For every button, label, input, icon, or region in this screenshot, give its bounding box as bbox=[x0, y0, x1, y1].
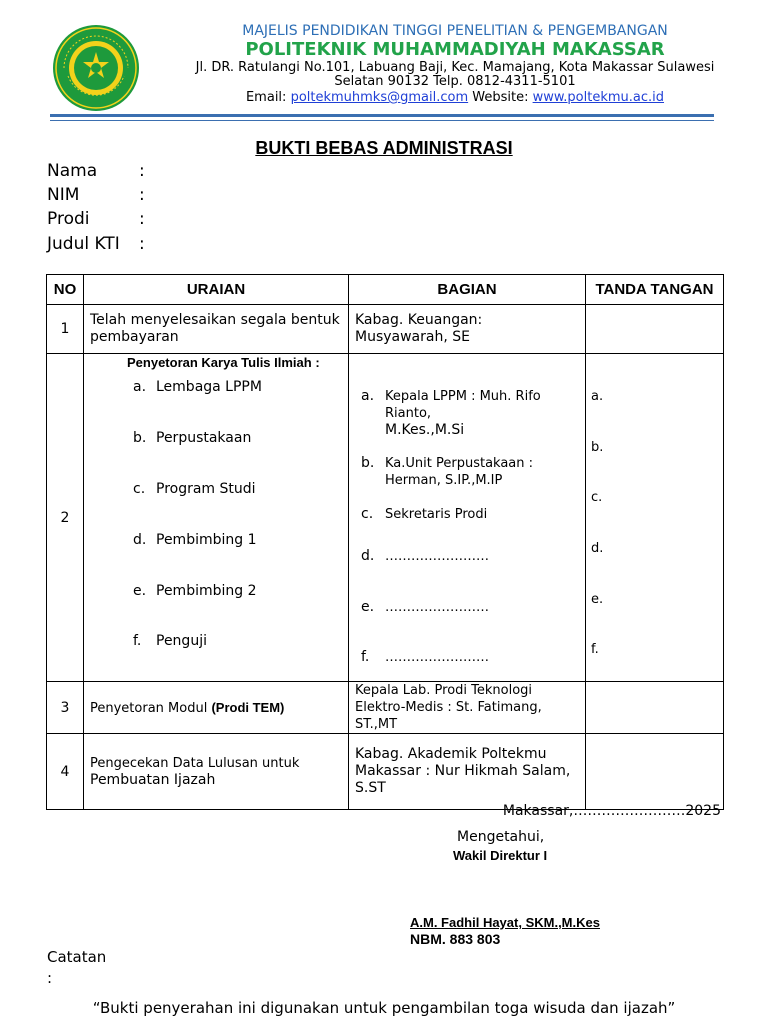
notes-label: Catatan bbox=[47, 948, 107, 966]
field-label-nama: Nama bbox=[47, 161, 98, 181]
row2-bagian-b-line1: Ka.Unit Perpustakaan : bbox=[385, 456, 534, 471]
field-colon-prodi: : bbox=[139, 209, 145, 229]
document-title: BUKTI BEBAS ADMINISTRASI bbox=[255, 138, 513, 158]
table-row bbox=[47, 305, 724, 354]
row2-bagian-marker-a: a. bbox=[361, 388, 375, 404]
row1-uraian: Telah menyelesaikan segala bentuk pembayaran bbox=[84, 305, 349, 354]
institution-logo-icon bbox=[50, 24, 142, 112]
row3-signature-cell[interactable] bbox=[586, 682, 724, 734]
row2-item-text-e: Pembimbing 2 bbox=[156, 583, 257, 599]
row2-bagian-e-line1: …………………… bbox=[385, 600, 489, 615]
header-contact bbox=[150, 90, 760, 105]
field-label-nim: NIM bbox=[47, 185, 80, 205]
row2-item-text-b: Perpustakaan bbox=[156, 430, 252, 446]
row2-bagian-a-line3: M.Kes.,M.Si bbox=[385, 422, 465, 438]
row2-item-marker-e: e. bbox=[133, 583, 147, 599]
row2-bagian-marker-f: f. bbox=[361, 649, 370, 665]
row2-item-marker-f: f. bbox=[133, 633, 142, 649]
row2-item-text-d: Pembimbing 1 bbox=[156, 532, 257, 548]
row4-bagian: Kabag. Akademik Poltekmu Makassar : Nur Hikmah Salam, S.ST bbox=[349, 734, 586, 810]
place-date: Makassar,……………………2025 bbox=[502, 803, 721, 819]
col-header-uraian: URAIAN bbox=[84, 275, 349, 305]
col-header-no: NO bbox=[47, 275, 84, 305]
acknowledged-label: Mengetahui, bbox=[457, 829, 545, 845]
email-link[interactable]: poltekmuhmks@gmail.com bbox=[290, 90, 469, 105]
field-colon-nama: : bbox=[139, 161, 145, 181]
header-council-name: MAJELIS PENDIDIKAN TINGGI PENELITIAN & PENGEMBANGAN bbox=[242, 23, 668, 39]
row2-bagian-marker-b: b. bbox=[361, 455, 375, 471]
table-header-row bbox=[47, 275, 724, 305]
row2-bagian-marker-c: c. bbox=[361, 506, 374, 522]
row2-item-marker-b: b. bbox=[133, 430, 147, 446]
signer-title: Wakil Direktur I bbox=[453, 848, 548, 863]
table-row bbox=[47, 354, 724, 682]
row2-bagian bbox=[349, 354, 586, 682]
email-label: Email: bbox=[245, 90, 291, 105]
usage-note: “Bukti penyerahan ini digunakan untuk pengambilan toga wisuda dan ijazah” bbox=[92, 999, 676, 1017]
col-header-bagian: BAGIAN bbox=[349, 275, 586, 305]
notes-colon: : bbox=[47, 969, 53, 987]
row2-bagian-marker-e: e. bbox=[361, 599, 375, 615]
row2-signature-cell[interactable] bbox=[586, 354, 724, 682]
row2-bagian-a-line2: Rianto, bbox=[385, 406, 432, 421]
row4-uraian bbox=[84, 734, 349, 810]
row4-uraian-line2: Pembuatan Ijazah bbox=[90, 771, 216, 788]
row2-item-marker-d: d. bbox=[133, 532, 147, 548]
row2-item-text-f: Penguji bbox=[156, 633, 207, 649]
table-row bbox=[47, 734, 724, 810]
website-link[interactable]: www.poltekmu.ac.id bbox=[532, 90, 665, 105]
row2-bagian-marker-d: d. bbox=[361, 548, 375, 564]
row2-item-marker-c: c. bbox=[133, 481, 146, 497]
row2-bagian-d-line1: …………………… bbox=[385, 549, 489, 564]
row2-item-marker-a: a. bbox=[133, 379, 147, 395]
row2-ttd-e: e. bbox=[591, 592, 604, 607]
row2-ttd-f: f. bbox=[591, 642, 599, 657]
row2-ttd-a: a. bbox=[591, 389, 604, 404]
row1-signature-cell[interactable] bbox=[586, 305, 724, 354]
row3-no: 3 bbox=[47, 682, 84, 734]
clearance-table bbox=[46, 274, 724, 810]
row3-uraian-text: Penyetoran Modul bbox=[90, 700, 212, 716]
field-label-judul-kti: Judul KTI bbox=[47, 234, 120, 254]
row4-no: 4 bbox=[47, 734, 84, 810]
row2-bagian-a-line1: Kepala LPPM : Muh. Rifo bbox=[385, 389, 541, 404]
field-label-prodi: Prodi bbox=[47, 209, 90, 229]
row2-bagian-c-line1: Sekretaris Prodi bbox=[385, 507, 488, 522]
row2-heading-text: Penyetoran Karya Tulis Ilmiah : bbox=[127, 355, 320, 370]
website-label: Website: bbox=[468, 90, 533, 105]
field-colon-judul-kti: : bbox=[139, 234, 145, 254]
header-address-line2: Selatan 90132 Telp. 0812-4311-5101 bbox=[334, 74, 576, 89]
row2-ttd-d: d. bbox=[591, 541, 604, 556]
header-address-line1: Jl. DR. Ratulangi No.101, Labuang Baji, Kec. Mamajang, Kota Makassar Sulawesi bbox=[195, 60, 715, 75]
row2-uraian bbox=[84, 354, 349, 682]
header-institution-name: POLITEKNIK MUHAMMADIYAH MAKASSAR bbox=[245, 39, 665, 60]
signer-name: A.M. Fadhil Hayat, SKM.,M.Kes bbox=[410, 915, 600, 930]
col-header-tanda-tangan: TANDA TANGAN bbox=[586, 275, 724, 305]
row1-bagian: Kabag. Keuangan: Musyawarah, SE bbox=[349, 305, 586, 354]
row3-bagian: Kepala Lab. Prodi Teknologi Elektro-Medis : St. Fatimang, ST.,MT bbox=[349, 682, 586, 734]
table-row bbox=[47, 682, 724, 734]
row2-item-text-c: Program Studi bbox=[156, 481, 256, 497]
row2-bagian-f-line1: …………………… bbox=[385, 650, 489, 665]
row2-bagian-b-line2: Herman, S.IP.,M.IP bbox=[385, 473, 503, 488]
row2-ttd-c: c. bbox=[591, 490, 603, 505]
row2-item-text-a: Lembaga LPPM bbox=[156, 379, 262, 395]
row4-uraian-line1: Pengecekan Data Lulusan untuk bbox=[90, 755, 300, 771]
row2-no: 2 bbox=[47, 354, 84, 682]
row2-ttd-b: b. bbox=[591, 440, 604, 455]
field-colon-nim: : bbox=[139, 185, 145, 205]
row3-uraian bbox=[84, 682, 349, 734]
row3-uraian-bold: (Prodi TEM) bbox=[211, 699, 285, 715]
signer-nbm: NBM. 883 803 bbox=[410, 931, 501, 947]
header-rule-thin bbox=[50, 120, 714, 121]
row4-signature-cell[interactable] bbox=[586, 734, 724, 810]
header-rule-thick bbox=[50, 114, 714, 117]
row1-no: 1 bbox=[47, 305, 84, 354]
